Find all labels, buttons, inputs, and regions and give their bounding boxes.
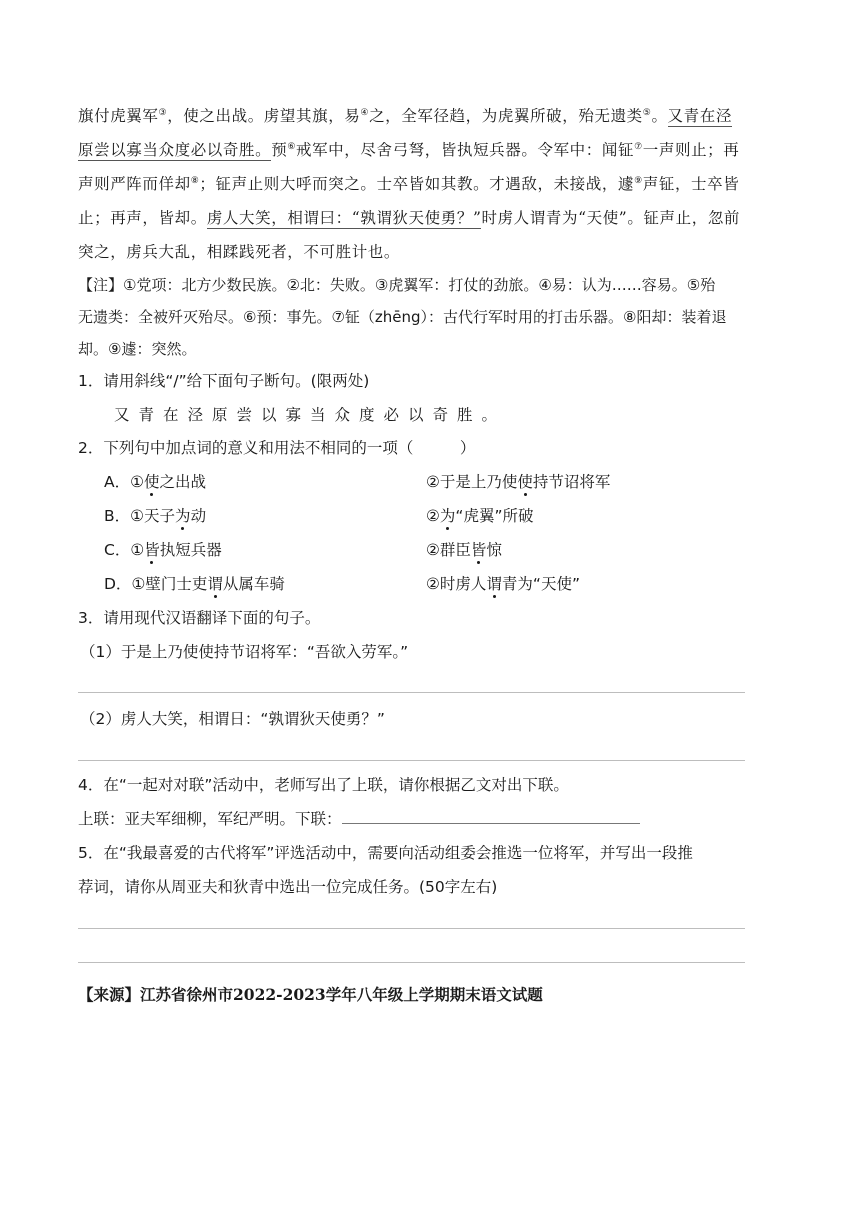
option-label: C． xyxy=(104,541,131,559)
footnote-mark: ⑤ xyxy=(642,107,652,118)
underlined-text: 又青在泾 xyxy=(667,107,732,125)
option-c-left[interactable] xyxy=(104,538,222,560)
dotted-word: 皆 xyxy=(470,541,487,559)
option-b-left[interactable] xyxy=(104,504,206,526)
option-d-left[interactable] xyxy=(104,572,285,594)
option-text: 持节诏将军 xyxy=(532,473,611,491)
question-5-line-1: 5．在“我最喜爱的古代将军”评选活动中，需要向活动组委会推选一位将军，并写出一段推 xyxy=(78,844,693,862)
option-text: ① xyxy=(130,473,145,491)
passage-text: ，使之出战。虏望其旗，易 xyxy=(167,107,361,125)
option-text: ①壁门士吏 xyxy=(131,575,208,593)
dotted-word: 谓 xyxy=(207,575,223,593)
question-4-couplet xyxy=(78,807,640,829)
notes-line-1: 【注】①党项：北方少数民族。②北：失败。③虎翼军：打仗的劲旅。④易：认为……容易。⑤殆 xyxy=(78,276,716,294)
notes-line-2: 无遗类：全被歼灭殆尽。⑥预：事先。⑦钲（zhēng）：古代行军时用的打击乐器。⑧阳却：装着退 xyxy=(78,308,727,326)
dotted-word: 为 xyxy=(175,507,191,525)
passage-line-4 xyxy=(78,206,740,228)
option-text: ①天子 xyxy=(130,507,176,525)
option-d-right xyxy=(426,572,580,594)
passage-text: 时虏人谓青为“天使”。钲声止，忽前 xyxy=(481,209,741,227)
passage-text: 声钲，士卒皆 xyxy=(642,175,740,193)
source-line: 【来源】江苏省徐州市2022-2023学年八年级上学期期末语文试题 xyxy=(78,985,543,1004)
underlined-text: 虏人大笑，相谓曰：“孰谓狄天使勇？” xyxy=(206,209,482,227)
footnote-mark: ⑦ xyxy=(634,141,643,152)
option-c-right xyxy=(426,538,502,560)
option-text: ② xyxy=(426,507,440,525)
answer-line-5-1[interactable] xyxy=(78,928,745,929)
notes-line-3: 却。⑨遽：突然。 xyxy=(78,340,197,358)
passage-line-1 xyxy=(78,104,732,126)
passage-text: ；钲声止则大呼而突之。士卒皆如其教。才遇敌，未接战，遽 xyxy=(199,175,635,193)
question-3-sentence-2: （2）虏人大笑，相谓日：“孰谓狄天使勇？” xyxy=(80,710,385,728)
footnote-mark: ⑧ xyxy=(190,175,200,186)
option-label: B． xyxy=(104,507,131,525)
question-4-title: 4．在“一起对对联”活动中，老师写出了上联，请你根据乙文对出下联。 xyxy=(78,776,569,794)
underlined-text: 原尝以寡当众度必以奇胜。 xyxy=(78,141,272,159)
option-b-right xyxy=(426,504,533,526)
question-3-title: 3．请用现代汉语翻译下面的句子。 xyxy=(78,609,321,627)
option-text: 青为“天使” xyxy=(501,575,580,593)
footnote-mark: ⑥ xyxy=(287,141,296,152)
dotted-word: 谓 xyxy=(486,575,502,593)
question-2-title: 2．下列句中加点词的意义和用法不相同的一项（ ） xyxy=(78,439,476,457)
dotted-word: 为 xyxy=(439,507,456,525)
dotted-word: 使 xyxy=(144,473,160,491)
answer-line-3-1[interactable] xyxy=(78,692,745,693)
option-text: 惊 xyxy=(486,541,502,559)
option-a-right xyxy=(426,470,610,492)
option-a-left[interactable] xyxy=(104,470,206,492)
option-label: D． xyxy=(104,575,132,593)
passage-line-5 xyxy=(78,240,400,262)
option-text: 动 xyxy=(190,507,207,525)
passage-text: 预 xyxy=(271,141,288,159)
footnote-mark: ④ xyxy=(360,107,370,118)
passage-text: 一声则止；再 xyxy=(642,141,740,159)
option-text: 从属车骑 xyxy=(222,575,285,593)
dotted-word: 使 xyxy=(517,473,533,491)
passage-text: 。 xyxy=(651,107,668,125)
passage-text: 戒军中，尽舍弓弩，皆执短兵器。令军中：闻钲 xyxy=(295,141,635,159)
answer-line-3-2[interactable] xyxy=(78,760,745,761)
option-text: 之出战 xyxy=(159,473,207,491)
option-text: ②时虏人 xyxy=(426,575,487,593)
passage-text: 声则严阵而佯却 xyxy=(78,175,191,193)
answer-line-5-2[interactable] xyxy=(78,962,745,963)
option-text: “虎翼”所破 xyxy=(455,507,534,525)
option-text: ① xyxy=(130,541,145,559)
option-label: A． xyxy=(104,473,131,491)
passage-line-2 xyxy=(78,138,739,160)
passage-text: 旗付虎翼军 xyxy=(78,107,159,125)
option-text: ②于是上乃使 xyxy=(426,473,518,491)
passage-text: 止；再声，皆却。 xyxy=(78,209,207,227)
question-1-title: 1．请用斜线“/”给下面句子断句。(限两处) xyxy=(78,372,370,390)
footnote-mark: ③ xyxy=(158,107,168,118)
couplet-answer-blank[interactable] xyxy=(342,809,640,824)
question-1-sentence: 又青在泾原尝以寡当众度必以奇胜。 xyxy=(114,406,507,424)
passage-line-3 xyxy=(78,172,739,194)
couplet-prompt: 上联：亚夫军细柳，军纪严明。下联： xyxy=(78,810,342,828)
footnote-mark: ⑨ xyxy=(634,175,643,186)
option-text: ②群臣 xyxy=(426,541,471,559)
dotted-word: 皆 xyxy=(144,541,160,559)
option-text: 执短兵器 xyxy=(159,541,222,559)
question-3-sentence-1: （1）于是上乃使使持节诏将军：“吾欲入劳军。” xyxy=(80,643,409,661)
question-5-line-2: 荐词，请你从周亚夫和狄青中选出一位完成任务。(50字左右) xyxy=(78,878,498,896)
passage-text: 之，全军径趋，为虎翼所破，殆无遗类 xyxy=(369,107,643,125)
passage-text: 突之，虏兵大乱，相蹂践死者，不可胜计也。 xyxy=(78,243,401,261)
